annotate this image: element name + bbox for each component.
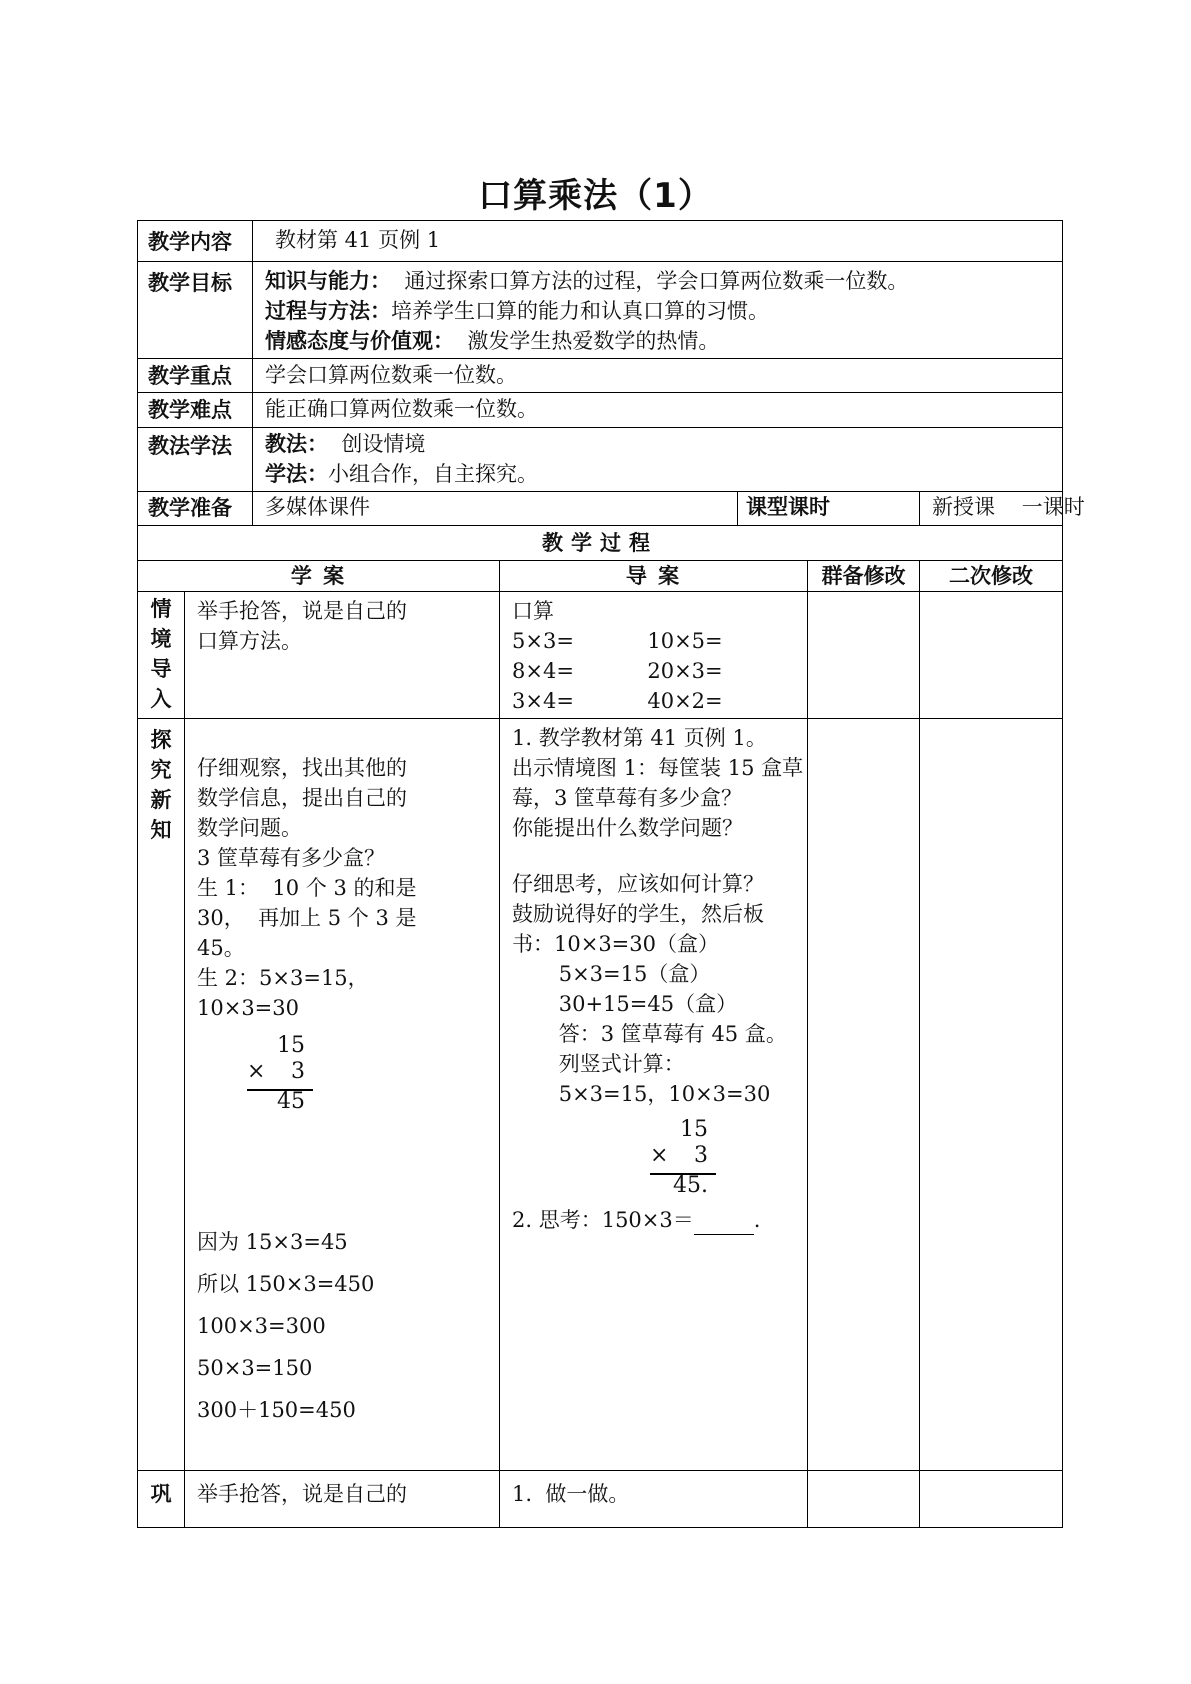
answer-blank <box>694 1212 754 1235</box>
row-prep <box>138 492 1063 526</box>
row-consolidate <box>138 1471 1063 1528</box>
lesson-plan-table <box>137 220 1085 1528</box>
stage-explore: 探 究 新 知 <box>138 719 185 1471</box>
row-key <box>138 359 1063 393</box>
consolidate-group-revision <box>808 1471 920 1528</box>
consolidate-student: 举手抢答，说是自己的 <box>185 1471 500 1528</box>
label-goals: 教学目标 <box>138 262 253 359</box>
value-prep: 多媒体课件 <box>253 492 738 526</box>
goal-process-text: 培养学生口算的能力和认真口算的习惯。 <box>391 299 769 323</box>
row-process-header <box>138 526 1063 561</box>
row-column-headers <box>138 561 1063 592</box>
intro-student: 举手抢答，说是自己的 口算方法。 <box>185 592 500 719</box>
row-intro <box>138 592 1063 719</box>
value-key: 学会口算两位数乘一位数。 <box>253 359 1063 393</box>
student-vertical-calc: 15 × 3 45 <box>197 1023 489 1227</box>
label-lesson-type: 课型课时 <box>738 492 920 526</box>
goal-knowledge-text: 通过探索口算方法的过程，学会口算两位数乘一位数。 <box>391 269 909 293</box>
value-difficulty: 能正确口算两位数乘一位数。 <box>253 393 1063 428</box>
goal-attitude-text: 激发学生热爱数学的热情。 <box>454 329 720 353</box>
explore-group-revision <box>808 719 920 1471</box>
value-content: 教材第 41 页例 1 <box>253 221 1063 262</box>
row-content <box>138 221 1063 262</box>
label-difficulty: 教学难点 <box>138 393 253 428</box>
row-goals <box>138 262 1063 359</box>
stage-consolidate: 巩 <box>138 1471 185 1528</box>
label-methods: 教法学法 <box>138 428 253 492</box>
consolidate-second-revision <box>920 1471 1063 1528</box>
intro-second-revision <box>920 592 1063 719</box>
col-group-revision: 群备修改 <box>808 561 920 592</box>
row-difficulty <box>138 393 1063 428</box>
value-goals <box>253 262 1063 359</box>
intro-group-revision <box>808 592 920 719</box>
process-header: 教学过程 <box>138 526 1063 561</box>
col-student-plan: 学 案 <box>138 561 500 592</box>
think-question: 2. 思考：150×3＝ <box>512 1208 694 1232</box>
consolidate-teacher: 1. 做一做。 <box>500 1471 808 1528</box>
row-explore <box>138 719 1063 1471</box>
value-methods <box>253 428 1063 492</box>
method-teach-text: 创设情境 <box>328 432 426 456</box>
explore-teacher: 1. 教学教材第 41 页例 1。 出示情境图 1：每筐装 15 盒草 莓，3 筐草莓有多少盒？ 你能提出什么数学问题？ 仔细思考，应该如何计算？ 鼓励说得好的学生，然后板 书：10×3=30（盒） 5×3=15（盒） 30+15=45（盒） 答：3 筐草莓有 45 盒。 列竖式计算： 5×3=15，10×3=30 15 × 3 45. 2. 思考：150×3＝ . <box>500 719 808 1471</box>
stage-intro: 情 境 导 入 <box>138 592 185 719</box>
label-prep: 教学准备 <box>138 492 253 526</box>
method-learn-text: 小组合作，自主探究。 <box>328 462 538 486</box>
value-lesson-type: 新授课 一课时 <box>920 492 1063 526</box>
row-methods <box>138 428 1063 492</box>
explore-second-revision <box>920 719 1063 1471</box>
goal-knowledge-head: 知识与能力： <box>265 269 391 293</box>
explore-student: 仔细观察，找出其他的 数学信息，提出自己的 数学问题。 3 筐草莓有多少盒？ 生 1： 10 个 3 的和是 30， 再加上 5 个 3 是 45。 生 2：5×3=15， 10×3=30 15 × 3 45 因为 15×3=45 所以 150×3=450 100×3=300 50×3=150 300＋150=450 <box>185 719 500 1471</box>
goal-attitude-head: 情感态度与价值观： <box>265 329 454 353</box>
goal-process-head: 过程与方法： <box>265 299 391 323</box>
page-title: 口算乘法（1） <box>478 176 713 216</box>
teacher-vertical-calc: 15 × 3 45. <box>512 1109 797 1205</box>
method-learn-head: 学法： <box>265 462 328 486</box>
col-second-revision: 二次修改 <box>920 561 1063 592</box>
method-teach-head: 教法： <box>265 432 328 456</box>
intro-teacher: 口算 5×3= 10×5= 8×4= 20×3= 3×4= 40×2= <box>500 592 808 719</box>
col-teacher-plan: 导 案 <box>500 561 808 592</box>
label-key: 教学重点 <box>138 359 253 393</box>
label-content: 教学内容 <box>138 221 253 262</box>
